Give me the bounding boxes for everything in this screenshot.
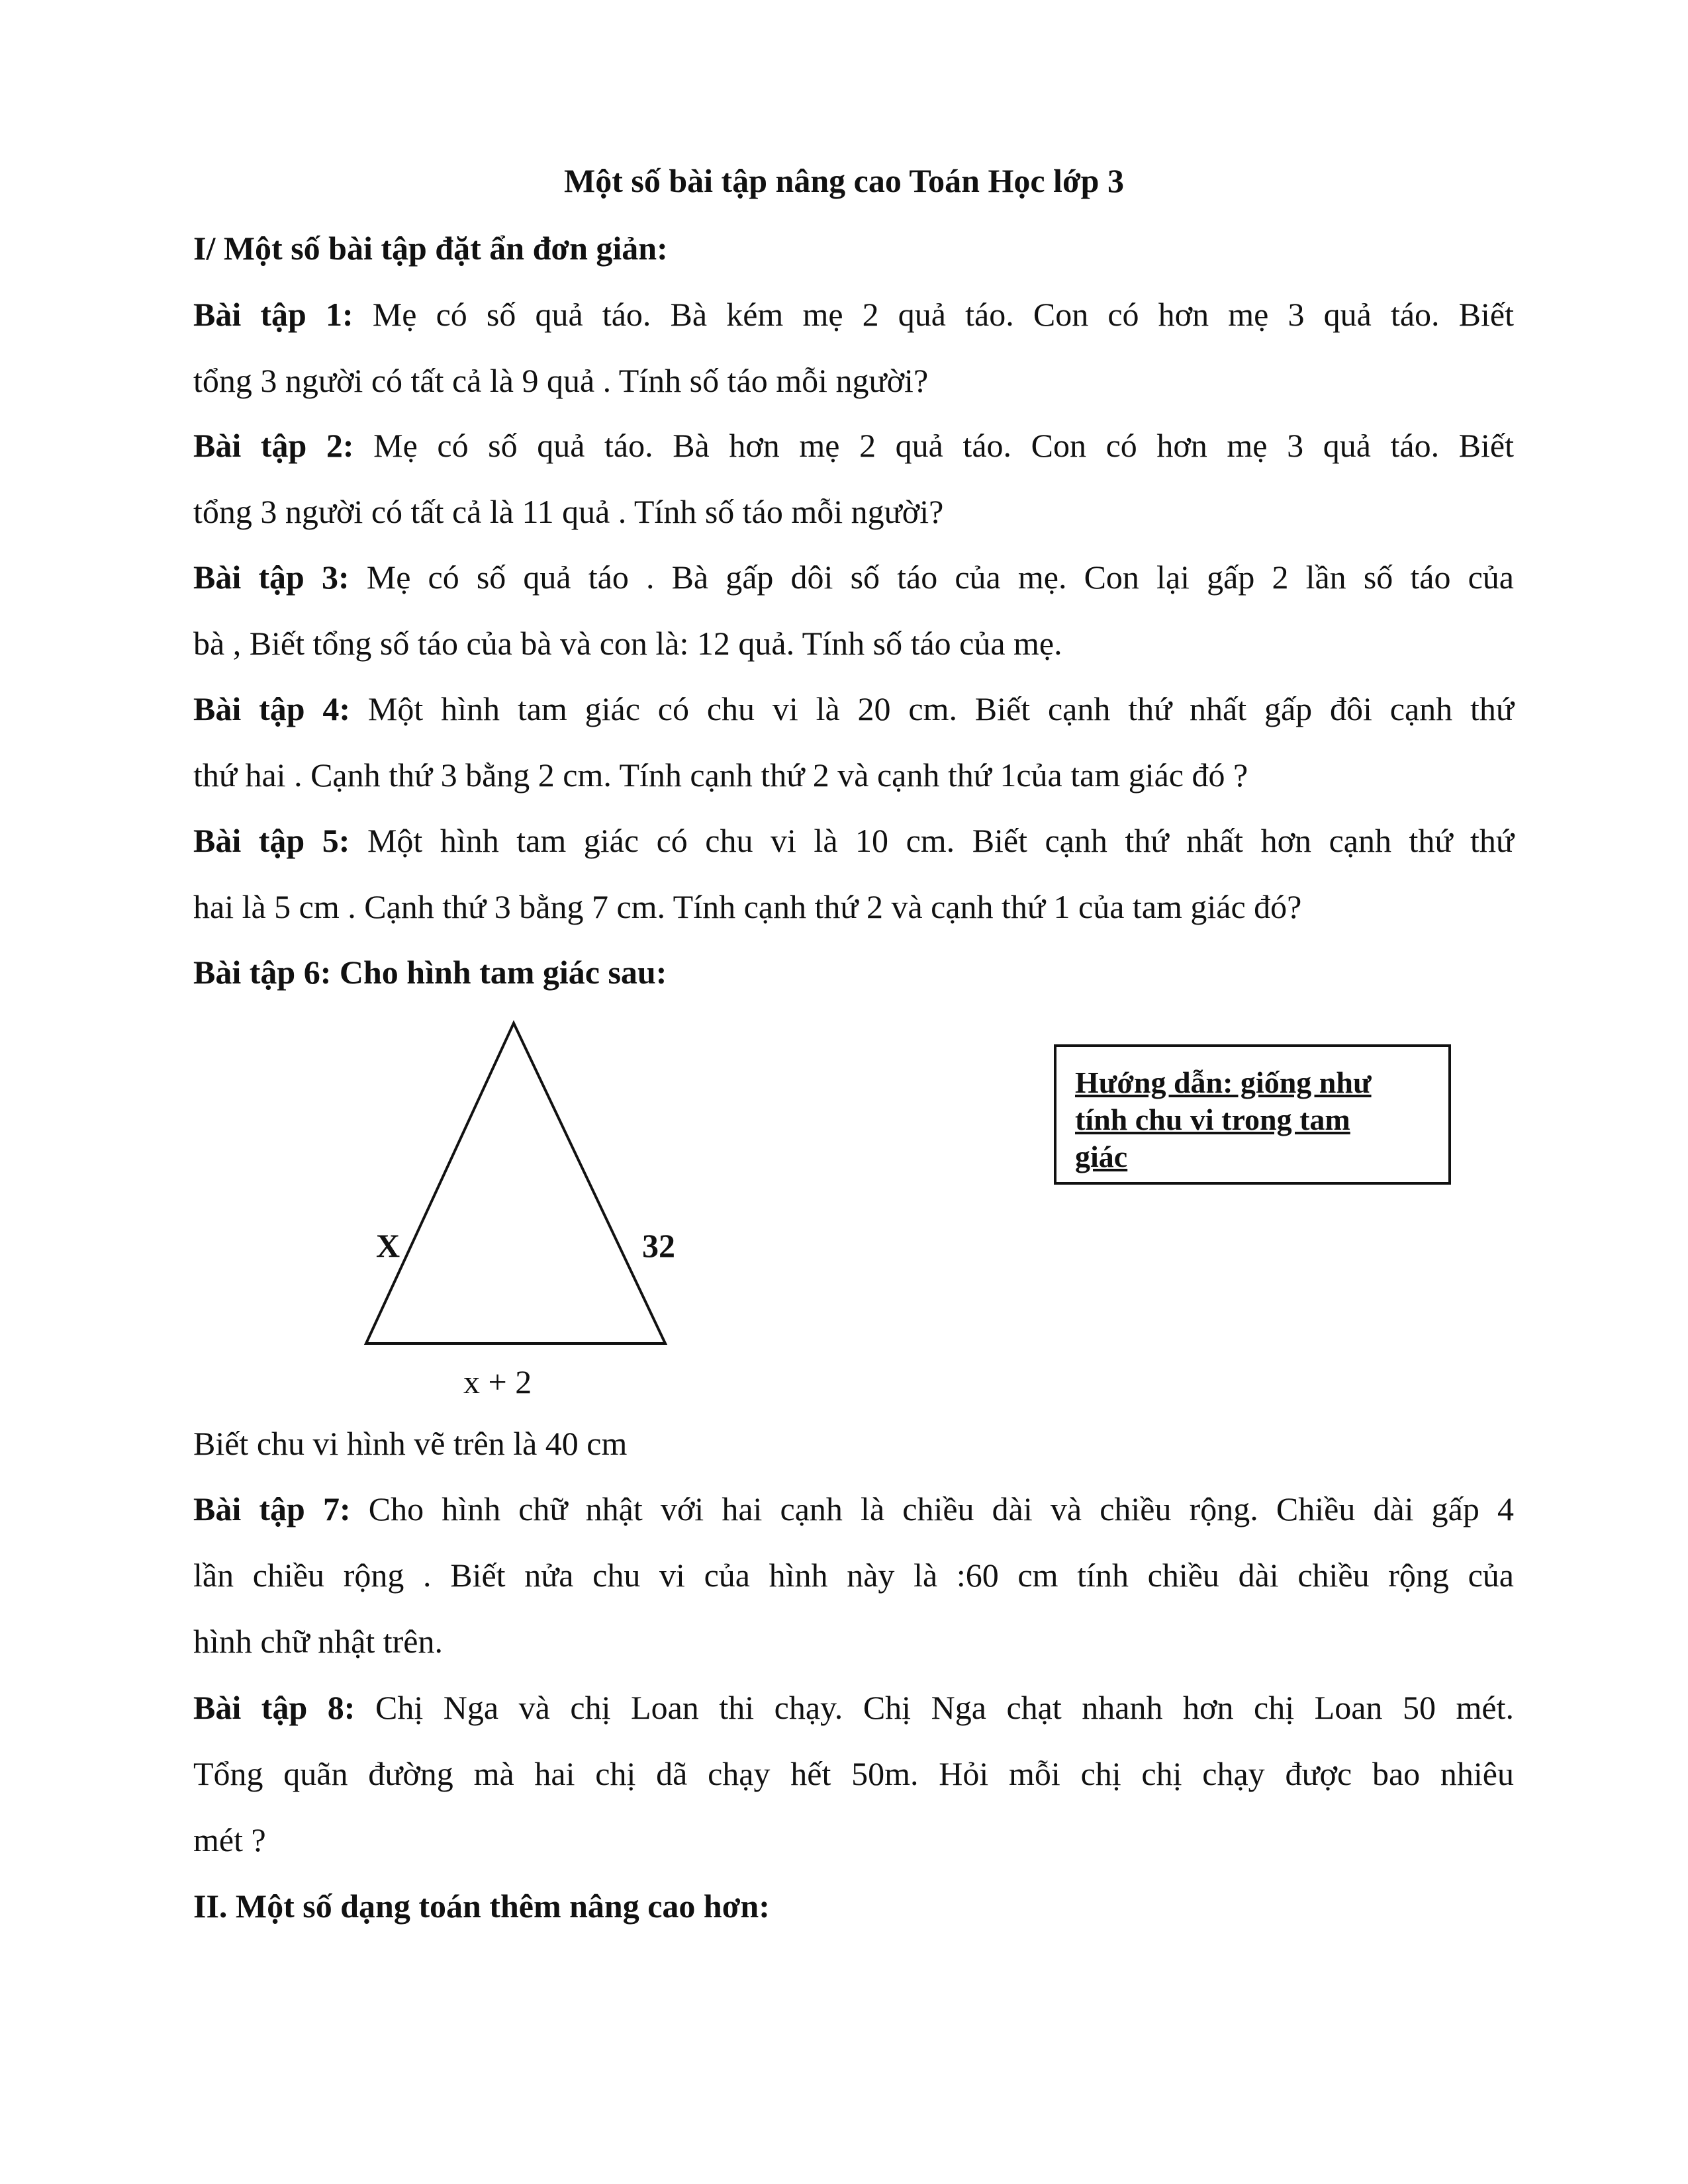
exercise-5-text-1: Một hình tam giác có chu vi là 10 cm. Biết cạnh thứ nhất hơn cạnh thứ thứ xyxy=(350,822,1515,859)
exercise-1-line-2: tổng 3 người có tất cả là 9 quả . Tính số táo mỗi người? xyxy=(193,362,929,399)
hint-line-3: giác xyxy=(1075,1140,1128,1173)
exercise-2-line-2: tổng 3 người có tất cả là 11 quả . Tính số táo mỗi người? xyxy=(193,493,944,530)
exercise-8-line-2: Tổng quãn đường mà hai chị dã chạy hết 50m. Hỏi mỗi chị chị chạy được bao nhiêu xyxy=(193,1755,1514,1792)
page-title: Một số bài tập nâng cao Toán Học lớp 3 xyxy=(564,162,1124,199)
exercise-1-text-1: Mẹ có số quả táo. Bà kém mẹ 2 quả táo. Con có hơn mẹ 3 quả táo. Biết xyxy=(353,296,1515,333)
exercise-2-label: Bài tập 2: xyxy=(193,427,354,464)
triangle-left-side-label: X xyxy=(376,1227,400,1264)
exercise-4-label: Bài tập 4: xyxy=(193,690,351,727)
exercise-6-text: Cho hình tam giác sau: xyxy=(331,954,667,991)
section-2-heading: II. Một số dạng toán thêm nâng cao hơn: xyxy=(193,1888,770,1925)
exercise-5-line-2: hai là 5 cm . Cạnh thứ 3 bằng 7 cm. Tính cạnh thứ 2 và cạnh thứ 1 của tam giác đó? xyxy=(193,888,1302,925)
exercise-7-label: Bài tập 7: xyxy=(193,1490,351,1527)
exercise-7-line-1 xyxy=(193,1486,1514,1532)
triangle-base-label: x + 2 xyxy=(463,1363,532,1400)
exercise-8-label: Bài tập 8: xyxy=(193,1689,355,1726)
exercise-3-label: Bài tập 3: xyxy=(193,559,350,596)
exercise-7-line-3: hình chữ nhật trên. xyxy=(193,1623,444,1660)
exercise-5-label: Bài tập 5: xyxy=(193,822,350,859)
section-1-heading: I/ Một số bài tập đặt ẩn đơn giản: xyxy=(193,230,668,267)
hint-box xyxy=(1054,1044,1451,1185)
exercise-4-text-1: Một hình tam giác có chu vi là 20 cm. Biết cạnh thứ nhất gấp đôi cạnh thứ xyxy=(350,690,1514,727)
exercise-8-line-3: mét ? xyxy=(193,1821,266,1858)
exercise-8-text-1: Chị Nga và chị Loan thi chạy. Chị Nga chạt nhanh hơn chị Loan 50 mét. xyxy=(355,1689,1514,1726)
exercise-2-text-1: Mẹ có số quả táo. Bà hơn mẹ 2 quả táo. Con có hơn mẹ 3 quả táo. Biết xyxy=(353,427,1514,464)
triangle-shape xyxy=(366,1023,665,1343)
exercise-7-text-1: Cho hình chữ nhật với hai cạnh là chiều dài và chiều rộng. Chiều dài gấp 4 xyxy=(350,1490,1514,1527)
exercise-6-note: Biết chu vi hình vẽ trên là 40 cm xyxy=(193,1425,628,1462)
hint-line-2: tính chu vi trong tam xyxy=(1075,1103,1350,1136)
exercise-3-line-2: bà , Biết tổng số táo của bà và con là: 12 quả. Tính số táo của mẹ. xyxy=(193,625,1062,662)
exercise-6-label: Bài tập 6: xyxy=(193,954,332,991)
exercise-3-text-1: Mẹ có số quả táo . Bà gấp dôi số táo của mẹ. Con lại gấp 2 lần số táo của xyxy=(349,559,1514,596)
exercise-4-line-2: thứ hai . Cạnh thứ 3 bằng 2 cm. Tính cạnh thứ 2 và cạnh thứ 1của tam giác đó ? xyxy=(193,756,1248,794)
exercise-1-label: Bài tập 1: xyxy=(193,296,353,333)
triangle-right-side-label: 32 xyxy=(642,1227,675,1264)
hint-line-1: Hướng dẫn: giống như xyxy=(1075,1066,1372,1099)
exercise-7-line-2: lần chiều rộng . Biết nửa chu vi của hình này là :60 cm tính chiều dài chiều rộng của xyxy=(193,1557,1514,1594)
exercise-8-line-1 xyxy=(193,1684,1514,1731)
